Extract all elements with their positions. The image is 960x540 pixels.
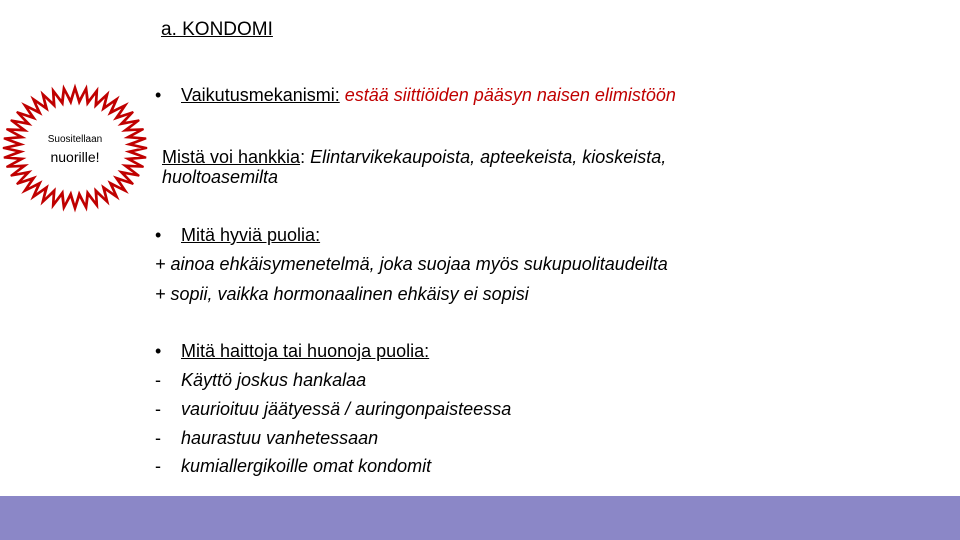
source-text-line2: huoltoasemilta: [162, 167, 279, 187]
mechanism-item: [155, 84, 676, 106]
pros-line: + sopii, vaikka hormonaalinen ehkäisy ei sopisi: [155, 284, 529, 304]
cons-label: Mitä haittoja tai huonoja puolia:: [181, 341, 430, 361]
pros-line: + ainoa ehkäisymenetelmä, joka suojaa myös sukupuolitaudeilta: [155, 254, 668, 274]
pros-label: Mitä hyviä puolia:: [181, 225, 321, 245]
badge-small-text: Suositellaan: [47, 134, 103, 145]
dash-marker: -: [155, 370, 161, 390]
cons-text: haurastuu vanhetessaan: [181, 428, 379, 448]
badge-big-text: nuorille!: [50, 149, 100, 165]
source-item: [162, 146, 666, 168]
footer-bar: [0, 496, 960, 540]
cons-item: [155, 340, 429, 362]
recommended-badge: [0, 83, 150, 213]
mechanism-label: Vaikutusmekanismi:: [181, 85, 340, 105]
pros-item: [155, 224, 320, 246]
source-item-continued: [162, 166, 278, 188]
bullet: •: [155, 341, 162, 361]
cons-text: vaurioituu jäätyessä / auringonpaisteessa: [181, 399, 512, 419]
dash-marker: -: [155, 399, 161, 419]
bullet: •: [155, 85, 162, 105]
dash-marker: -: [155, 428, 161, 448]
source-text-line1: Elintarvikekaupoista, apteekeista, kioskeista,: [305, 147, 667, 167]
slide-title: a. KONDOMI: [161, 19, 273, 40]
bullet: •: [155, 225, 162, 245]
cons-line: [155, 455, 431, 477]
starburst-icon: [0, 83, 150, 213]
dash-marker: -: [155, 456, 161, 476]
cons-line: [155, 398, 511, 420]
mechanism-text: estää siittiöiden pääsyn naisen elimistöön: [339, 85, 676, 105]
cons-text: kumiallergikoille omat kondomit: [181, 456, 432, 476]
cons-line: [155, 427, 378, 449]
starburst-outline: [3, 87, 147, 209]
source-label: Mistä voi hankkia: [162, 147, 301, 167]
cons-text: Käyttö joskus hankalaa: [181, 370, 367, 390]
source-colon: :: [300, 147, 306, 167]
cons-line: [155, 369, 366, 391]
starburst-outline: [7, 90, 143, 206]
